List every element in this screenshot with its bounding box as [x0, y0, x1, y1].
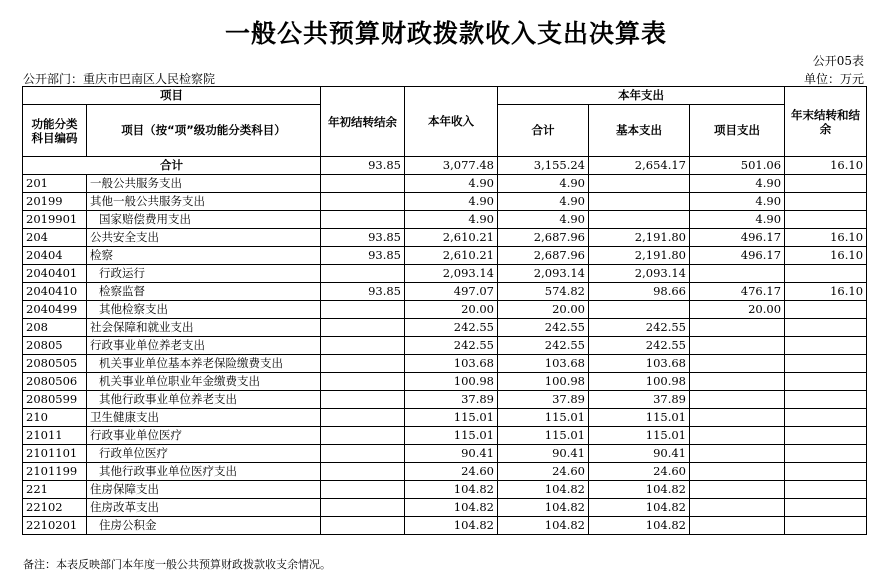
- row-basic: 242.55: [589, 319, 690, 337]
- row-name: 行政事业单位养老支出: [87, 337, 321, 355]
- row-name: 行政事业单位医疗: [87, 427, 321, 445]
- row-basic: 104.82: [589, 481, 690, 499]
- row-name: 住房改革支出: [87, 499, 321, 517]
- row-project: 20.00: [690, 301, 785, 319]
- row-code: 221: [23, 481, 87, 499]
- row-opening: [321, 445, 405, 463]
- row-basic: 100.98: [589, 373, 690, 391]
- row-total: 100.98: [498, 373, 589, 391]
- row-project: [690, 373, 785, 391]
- row-total: 37.89: [498, 391, 589, 409]
- row-closing: 16.10: [785, 229, 867, 247]
- header-income: 本年收入: [405, 87, 498, 157]
- row-closing: [785, 211, 867, 229]
- row-closing: [785, 355, 867, 373]
- row-project: [690, 445, 785, 463]
- row-opening: [321, 301, 405, 319]
- row-closing: [785, 445, 867, 463]
- row-total: 115.01: [498, 427, 589, 445]
- header-row-1: [23, 87, 867, 105]
- row-total: 2,687.96: [498, 229, 589, 247]
- row-opening: 93.85: [321, 247, 405, 265]
- total-label: 合计: [23, 157, 321, 175]
- row-name: 住房保障支出: [87, 481, 321, 499]
- table-row: [23, 193, 867, 211]
- row-closing: [785, 337, 867, 355]
- row-total: 4.90: [498, 175, 589, 193]
- row-name: 检察监督: [87, 283, 321, 301]
- row-income: 37.89: [405, 391, 498, 409]
- department-label: 公开部门：重庆市巴南区人民检察院: [23, 72, 216, 86]
- row-opening: [321, 373, 405, 391]
- row-closing: [785, 193, 867, 211]
- row-basic: 103.68: [589, 355, 690, 373]
- table-row: [23, 283, 867, 301]
- row-code: 20805: [23, 337, 87, 355]
- row-basic: [589, 175, 690, 193]
- row-project: 4.90: [690, 193, 785, 211]
- table-row: [23, 175, 867, 193]
- total-basic: 2,654.17: [589, 157, 690, 175]
- row-total: 104.82: [498, 481, 589, 499]
- row-project: [690, 481, 785, 499]
- row-total: 2,093.14: [498, 265, 589, 283]
- row-income: 90.41: [405, 445, 498, 463]
- form-number: 公开05表: [812, 54, 864, 68]
- row-code: 2040499: [23, 301, 87, 319]
- row-income: 115.01: [405, 427, 498, 445]
- row-opening: [321, 211, 405, 229]
- row-total: 24.60: [498, 463, 589, 481]
- row-income: 4.90: [405, 211, 498, 229]
- row-closing: [785, 517, 867, 535]
- row-name: 其他检察支出: [87, 301, 321, 319]
- row-basic: [589, 301, 690, 319]
- row-opening: [321, 499, 405, 517]
- total-income: 3,077.48: [405, 157, 498, 175]
- row-name: 检察: [87, 247, 321, 265]
- row-basic: 24.60: [589, 463, 690, 481]
- row-opening: [321, 319, 405, 337]
- row-income: 115.01: [405, 409, 498, 427]
- row-name: 其他行政事业单位养老支出: [87, 391, 321, 409]
- table-row: [23, 265, 867, 283]
- header-exp-basic: 基本支出: [589, 105, 690, 157]
- row-project: [690, 517, 785, 535]
- header-closing-balance: 年末结转和结余: [785, 87, 867, 157]
- header-expense-group: 本年支出: [498, 87, 785, 105]
- row-total: 104.82: [498, 517, 589, 535]
- row-code: 2019901: [23, 211, 87, 229]
- page-title: 一般公共预算财政拨款收入支出决算表: [224, 19, 667, 48]
- row-opening: 93.85: [321, 283, 405, 301]
- row-name: 卫生健康支出: [87, 409, 321, 427]
- table-row: [23, 463, 867, 481]
- table-row: [23, 211, 867, 229]
- row-income: 2,610.21: [405, 229, 498, 247]
- row-name: 公共安全支出: [87, 229, 321, 247]
- budget-table: [22, 86, 867, 535]
- row-opening: [321, 265, 405, 283]
- row-closing: [785, 265, 867, 283]
- header-item-group: 项目: [23, 87, 321, 105]
- row-basic: 2,191.80: [589, 229, 690, 247]
- total-project: 501.06: [690, 157, 785, 175]
- header-opening-balance: 年初结转结余: [321, 87, 405, 157]
- row-basic: 37.89: [589, 391, 690, 409]
- row-closing: [785, 409, 867, 427]
- table-row: [23, 499, 867, 517]
- row-project: 4.90: [690, 211, 785, 229]
- row-closing: [785, 499, 867, 517]
- row-name: 其他行政事业单位医疗支出: [87, 463, 321, 481]
- row-basic: 2,191.80: [589, 247, 690, 265]
- table-row: [23, 373, 867, 391]
- table-row: [23, 247, 867, 265]
- total-row: [23, 157, 867, 175]
- row-name: 一般公共服务支出: [87, 175, 321, 193]
- row-code: 2040410: [23, 283, 87, 301]
- row-total: 115.01: [498, 409, 589, 427]
- row-code: 2080505: [23, 355, 87, 373]
- row-closing: 16.10: [785, 247, 867, 265]
- row-basic: 104.82: [589, 517, 690, 535]
- row-total: 20.00: [498, 301, 589, 319]
- row-project: [690, 409, 785, 427]
- row-project: [690, 265, 785, 283]
- row-code: 21011: [23, 427, 87, 445]
- row-name: 行政单位医疗: [87, 445, 321, 463]
- row-closing: [785, 427, 867, 445]
- row-code: 2101101: [23, 445, 87, 463]
- row-income: 2,610.21: [405, 247, 498, 265]
- row-income: 100.98: [405, 373, 498, 391]
- row-project: 496.17: [690, 247, 785, 265]
- row-total: 90.41: [498, 445, 589, 463]
- row-code: 2080599: [23, 391, 87, 409]
- row-opening: [321, 391, 405, 409]
- header-exp-project: 项目支出: [690, 105, 785, 157]
- row-project: [690, 391, 785, 409]
- row-opening: [321, 175, 405, 193]
- row-code: 201: [23, 175, 87, 193]
- row-closing: [785, 319, 867, 337]
- table-row: [23, 337, 867, 355]
- table-row: [23, 355, 867, 373]
- row-closing: [785, 301, 867, 319]
- row-income: 242.55: [405, 337, 498, 355]
- unit-label: 单位：万元: [803, 72, 864, 86]
- row-name: 机关事业单位职业年金缴费支出: [87, 373, 321, 391]
- row-income: 24.60: [405, 463, 498, 481]
- row-basic: 104.82: [589, 499, 690, 517]
- row-income: 4.90: [405, 193, 498, 211]
- row-income: 103.68: [405, 355, 498, 373]
- row-code: 2210201: [23, 517, 87, 535]
- row-income: 2,093.14: [405, 265, 498, 283]
- footnote: 备注：本表反映部门本年度一般公共预算财政拨款收支余情况。: [23, 558, 331, 571]
- row-opening: [321, 427, 405, 445]
- row-project: [690, 337, 785, 355]
- row-total: 2,687.96: [498, 247, 589, 265]
- row-code: 2101199: [23, 463, 87, 481]
- row-basic: 90.41: [589, 445, 690, 463]
- row-project: 476.17: [690, 283, 785, 301]
- row-basic: 2,093.14: [589, 265, 690, 283]
- row-opening: [321, 193, 405, 211]
- row-code: 20404: [23, 247, 87, 265]
- total-closing: 16.10: [785, 157, 867, 175]
- table-row: [23, 445, 867, 463]
- row-code: 204: [23, 229, 87, 247]
- row-project: [690, 319, 785, 337]
- row-total: 104.82: [498, 499, 589, 517]
- table-row: [23, 427, 867, 445]
- row-opening: [321, 463, 405, 481]
- row-total: 4.90: [498, 193, 589, 211]
- row-closing: [785, 391, 867, 409]
- row-opening: 93.85: [321, 229, 405, 247]
- row-code: 2080506: [23, 373, 87, 391]
- row-code: 210: [23, 409, 87, 427]
- row-opening: [321, 517, 405, 535]
- row-project: [690, 499, 785, 517]
- row-income: 104.82: [405, 481, 498, 499]
- row-basic: [589, 211, 690, 229]
- row-income: 20.00: [405, 301, 498, 319]
- row-opening: [321, 481, 405, 499]
- row-closing: [785, 373, 867, 391]
- row-opening: [321, 409, 405, 427]
- row-total: 103.68: [498, 355, 589, 373]
- total-opening: 93.85: [321, 157, 405, 175]
- row-income: 104.82: [405, 517, 498, 535]
- row-name: 机关事业单位基本养老保险缴费支出: [87, 355, 321, 373]
- row-project: 4.90: [690, 175, 785, 193]
- table-row: [23, 409, 867, 427]
- row-closing: [785, 463, 867, 481]
- row-basic: 98.66: [589, 283, 690, 301]
- row-basic: 242.55: [589, 337, 690, 355]
- row-total: 242.55: [498, 337, 589, 355]
- row-income: 497.07: [405, 283, 498, 301]
- row-basic: [589, 193, 690, 211]
- row-code: 2040401: [23, 265, 87, 283]
- total-expense: 3,155.24: [498, 157, 589, 175]
- row-basic: 115.01: [589, 409, 690, 427]
- row-total: 242.55: [498, 319, 589, 337]
- header-exp-total: 合计: [498, 105, 589, 157]
- row-name: 其他一般公共服务支出: [87, 193, 321, 211]
- table-row: [23, 229, 867, 247]
- row-income: 104.82: [405, 499, 498, 517]
- row-closing: 16.10: [785, 283, 867, 301]
- row-income: 242.55: [405, 319, 498, 337]
- row-project: [690, 355, 785, 373]
- row-total: 574.82: [498, 283, 589, 301]
- row-name: 国家赔偿费用支出: [87, 211, 321, 229]
- row-total: 4.90: [498, 211, 589, 229]
- row-opening: [321, 355, 405, 373]
- row-code: 22102: [23, 499, 87, 517]
- row-project: [690, 463, 785, 481]
- row-name: 行政运行: [87, 265, 321, 283]
- row-code: 208: [23, 319, 87, 337]
- table-row: [23, 301, 867, 319]
- row-name: 社会保障和就业支出: [87, 319, 321, 337]
- row-project: 496.17: [690, 229, 785, 247]
- table-row: [23, 319, 867, 337]
- row-income: 4.90: [405, 175, 498, 193]
- row-closing: [785, 175, 867, 193]
- row-code: 20199: [23, 193, 87, 211]
- header-func-code: 功能分类科目编码: [23, 105, 87, 157]
- table-row: [23, 481, 867, 499]
- table-row: [23, 517, 867, 535]
- row-basic: 115.01: [589, 427, 690, 445]
- header-item-name: 项目（按“项”级功能分类科目）: [87, 105, 321, 157]
- row-closing: [785, 481, 867, 499]
- table-row: [23, 391, 867, 409]
- row-opening: [321, 337, 405, 355]
- row-name: 住房公积金: [87, 517, 321, 535]
- row-project: [690, 427, 785, 445]
